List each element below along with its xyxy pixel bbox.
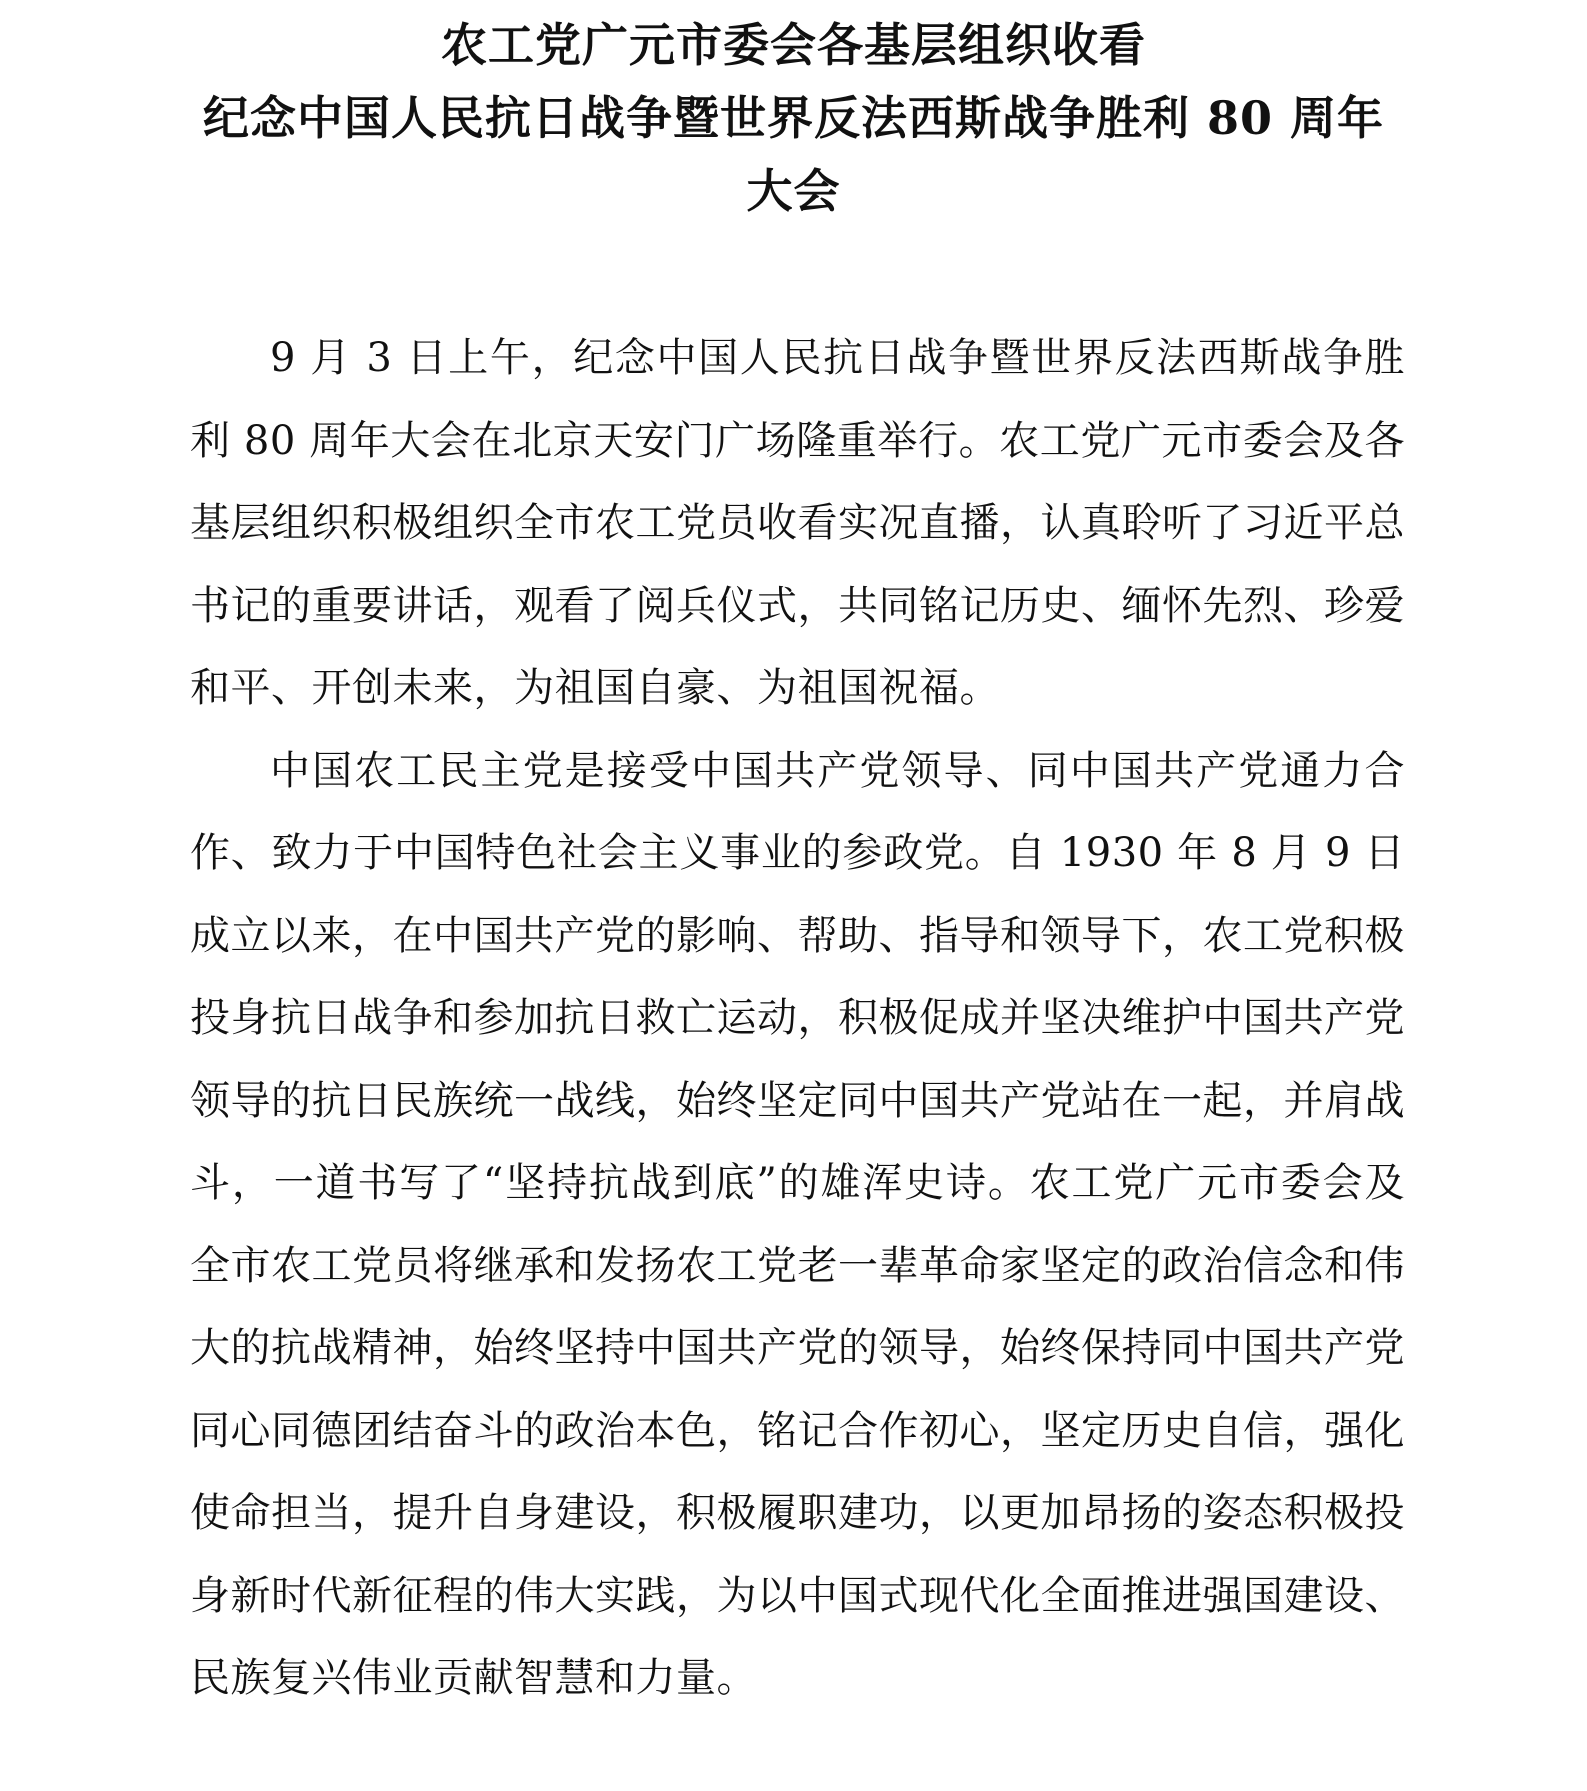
paragraph-2: 中国农工民主党是接受中国共产党领导、同中国共产党通力合作、致力于中国特色社会主义事业的参政党。自 1930 年 8 月 9 日成立以来，在中国共产党的影响、帮助、指导和领导下，农工党积极投身抗日战争和参加抗日救亡运动，积极促成并坚决维护中国共产党领导的抗日民族统一战线，始终坚定同中国共产党站在一起，并肩战斗，一道书写了“坚持抗战到底”的雄浑史诗。农工党广元市委会及全市农工党员将继承和发扬农工党老一辈革命家坚定的政治信念和伟大的抗战精神，始终坚持中国共产党的领导，始终保持同中国共产党同心同德团结奋斗的政治本色，铭记合作初心，坚定历史自信，强化使命担当，提升自身建设，积极履职建功，以更加昂扬的姿态积极投身新时代新征程的伟大实践，为以中国式现代化全面推进强国建设、民族复兴伟业贡献智慧和力量。 [190,747,1405,1701]
title-line-1: 农工党广元市委会各基层组织收看 [441,18,1146,72]
paragraph-1: 9 月 3 日上午，纪念中国人民抗日战争暨世界反法西斯战争胜利 80 周年大会在北京天安门广场隆重举行。农工党广元市委会及各基层组织积极组织全市农工党员收看实况直播，认真聆听了习近平总书记的重要讲话，观看了阅兵仪式，共同铭记历史、缅怀先烈、珍爱和平、开创未来，为祖国自豪、为祖国祝福。 [190,335,1405,711]
document-title [0,0,1587,228]
title-line-2: 纪念中国人民抗日战争暨世界反法西斯战争胜利 80 周年 [202,91,1385,145]
title-line-3: 大会 [746,164,841,218]
article-body [190,317,1405,1720]
